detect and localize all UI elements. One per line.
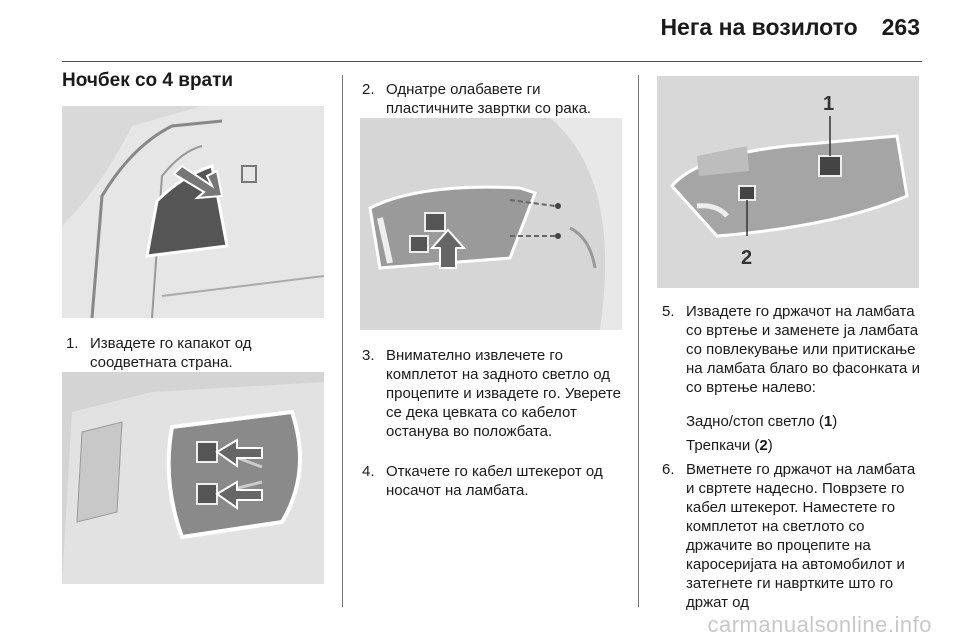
- step-text: Извадете го држачот на ламбата со вртење и заменете ја ламбата со повлекување или притискање на ламбата благо во фасонката и со вртење налево:: [686, 303, 920, 396]
- step-2: [362, 80, 627, 118]
- bulb-holder-drawing: [657, 76, 919, 288]
- illustration-lamp-assembly: [360, 118, 622, 330]
- step-text: Внимателно извлечете го комплетот на задното светло од процепите и извадете го. Уверете се дека цевката со кабелот останува во положбата.: [386, 347, 621, 440]
- subline-number: 1: [823, 413, 833, 430]
- step-text: Однатре олабавете ги пластичните завртки со рака.: [386, 81, 592, 117]
- column-divider-1: [342, 75, 343, 607]
- step-number: 4.: [362, 463, 375, 480]
- step-3: [362, 346, 632, 441]
- section-title: Ночбек со 4 врати: [62, 70, 234, 91]
- step-text: Откачете го кабел штекерот од носачот на ламбата.: [386, 463, 603, 499]
- step-text: Вметнете го држачот на ламбата и свртете надесно. Поврзете го кабел штекерот. Наместете го комплетот на светлото со држачите во процепите на каросеријата на автомобилот и затегнете ги навртките што го држат од: [686, 461, 916, 611]
- step-6: [662, 460, 927, 612]
- subline-text: Трепкачи (: [686, 437, 760, 454]
- step-4: [362, 462, 632, 500]
- tail-stop-light-line: [686, 412, 837, 431]
- callout-1: 1: [823, 93, 835, 115]
- step-number: 6.: [662, 461, 675, 478]
- callout-2: 2: [741, 247, 753, 269]
- subline-number: 2: [759, 437, 768, 454]
- illustration-lamp-connectors: [62, 372, 324, 584]
- step-5: [662, 302, 927, 397]
- step-number: 1.: [66, 335, 79, 352]
- step-1: [66, 334, 328, 372]
- header-rule: [62, 61, 922, 62]
- watermark: carmanualsonline.info: [707, 612, 932, 637]
- header-title: Нега на возилото: [660, 14, 858, 40]
- page-header: [660, 14, 920, 41]
- step-text: Извадете го капакот од соодветната страна.: [90, 335, 252, 371]
- subline-text: Задно/стоп светло (: [686, 413, 824, 430]
- trunk-cover-drawing: [62, 106, 324, 318]
- step-number: 2.: [362, 81, 375, 98]
- subline-text: ): [767, 437, 773, 454]
- subline-text: ): [832, 413, 838, 430]
- illustration-bulb-holder: [657, 76, 919, 288]
- lamp-assembly-drawing: [360, 118, 622, 330]
- illustration-trunk-cover: [62, 106, 324, 318]
- column-divider-2: [638, 75, 639, 607]
- step-number: 3.: [362, 347, 375, 364]
- indicator-line: [686, 436, 773, 455]
- page-number: 263: [881, 14, 920, 40]
- step-number: 5.: [662, 303, 675, 320]
- lamp-connectors-drawing: [62, 372, 324, 584]
